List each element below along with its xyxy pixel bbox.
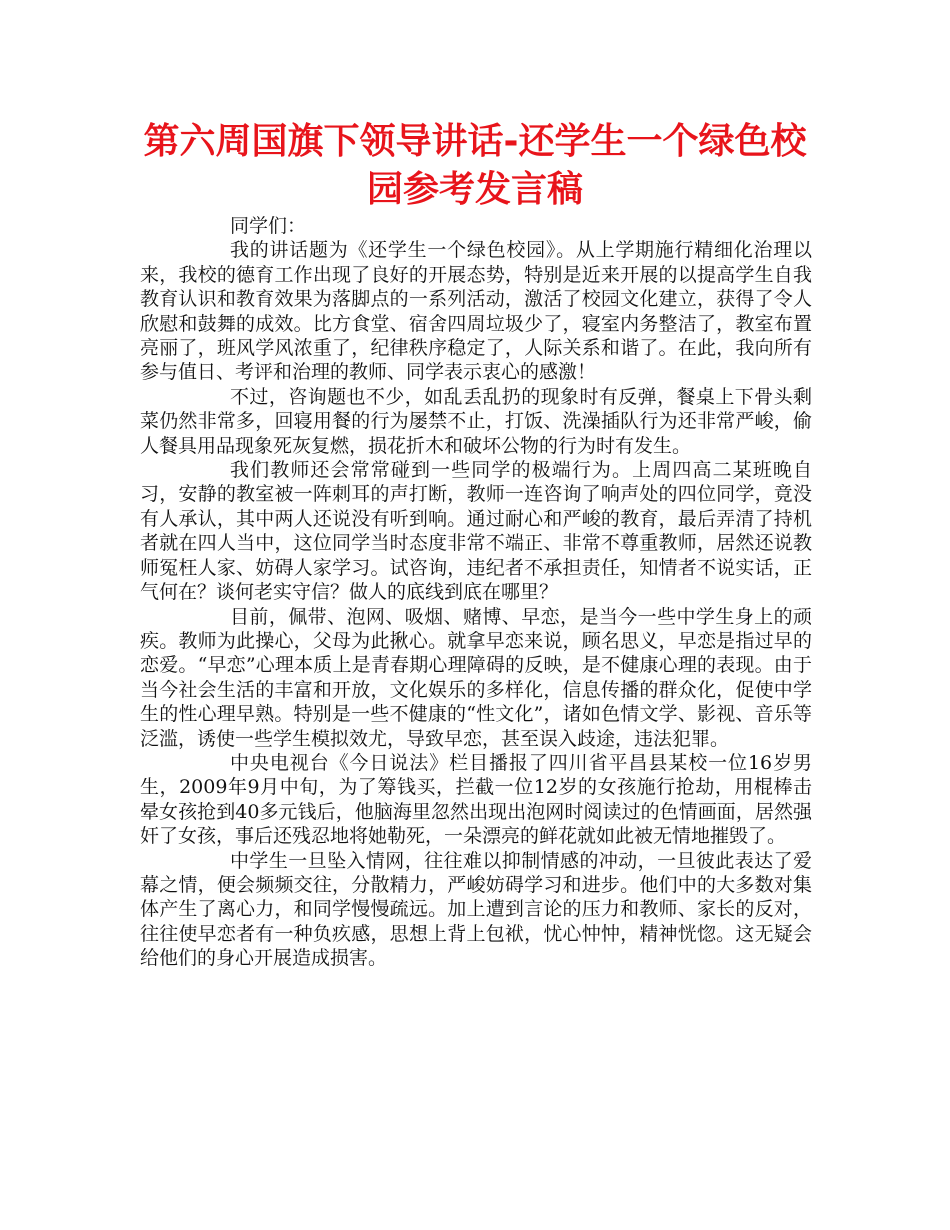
paragraph-6: 中学生一旦坠入情网，往往难以抑制情感的冲动，一旦彼此表达了爱幕之情，便会频频交往，分散精力，严峻妨碍学习和进步。他们中的大多数对集体产生了离心力，和同学慢慢疏远。加上遭到言论的压力和教师、家长的反对，往往使早恋者有一种负疚感，思想上背上包袱，忧心忡忡，精神恍惚。这无疑会给他们的身心开展造成损害。 — [140, 849, 812, 970]
document-title: 第六周国旗下领导讲话-还学生一个绿色校园参考发言稿 — [143, 121, 807, 210]
paragraph-1: 我的讲话题为《还学生一个绿色校园》。从上学期施行精细化治理以来，我校的德育工作出现了良好的开展态势，特别是近来开展的以提高学生自我教育认识和教育效果为落脚点的一系列活动，激活了校园文化建立，获得了令人欣慰和鼓舞的成效。比方食堂、宿舍四周垃圾少了，寝室内务整洁了，教室布置亮丽了，班风学风浓重了，纪律秩序稳定了，人际关系和谐了。在此，我向所有参与值日、考评和治理的教师、同学表示衷心的感激！ — [140, 239, 812, 384]
document-body — [140, 214, 812, 971]
paragraph-4: 目前，佩带、泡网、吸烟、赌博、早恋，是当今一些中学生身上的顽疾。教师为此操心，父母为此揪心。就拿早恋来说，顾名思义，早恋是指过早的恋爱。“早恋”心理本质上是青春期心理障碍的反映，是不健康心理的表现。由于当今社会生活的丰富和开放，文化娱乐的多样化，信息传播的群众化，促使中学生的性心理早熟。特别是一些不健康的“性文化”，诸如色情文学、影视、音乐等泛滥，诱使一些学生模拟效尤，导致早恋，甚至误入歧途，违法犯罪。 — [140, 605, 812, 750]
paragraph-3: 我们教师还会常常碰到一些同学的极端行为。上周四高二某班晚自习，安静的教室被一阵刺耳的声打断，教师一连咨询了响声处的四位同学，竟没有人承认，其中两人还说没有听到响。通过耐心和严峻的教育，最后弄清了持机者就在四人当中，这位同学当时态度非常不端正、非常不尊重教师，居然还说教师冤枉人家、妨碍人家学习。试咨询，违纪者不承担责任，知情者不说实话，正气何在？谈何老实守信？做人的底线到底在哪里？ — [140, 459, 812, 604]
paragraph-2: 不过，咨询题也不少，如乱丢乱扔的现象时有反弹，餐桌上下骨头剩菜仍然非常多，回寝用餐的行为屡禁不止，打饭、洗澡插队行为还非常严峻，偷人餐具用品现象死灰复燃，损花折木和破坏公物的行为时有发生。 — [140, 385, 812, 457]
salutation: 同学们： — [230, 215, 307, 237]
paragraph-5: 中央电视台《今日说法》栏目播报了四川省平昌县某校一位16岁男生，2009年9月中旬，为了筹钱买，拦截一位12岁的女孩施行抢劫，用棍棒击晕女孩抢到40多元钱后，他脑海里忽然出现出泡网时阅读过的色情画面，居然强奸了女孩，事后还残忍地将她勒死，一朵漂亮的鲜花就如此被无情地摧毁了。 — [140, 751, 812, 848]
